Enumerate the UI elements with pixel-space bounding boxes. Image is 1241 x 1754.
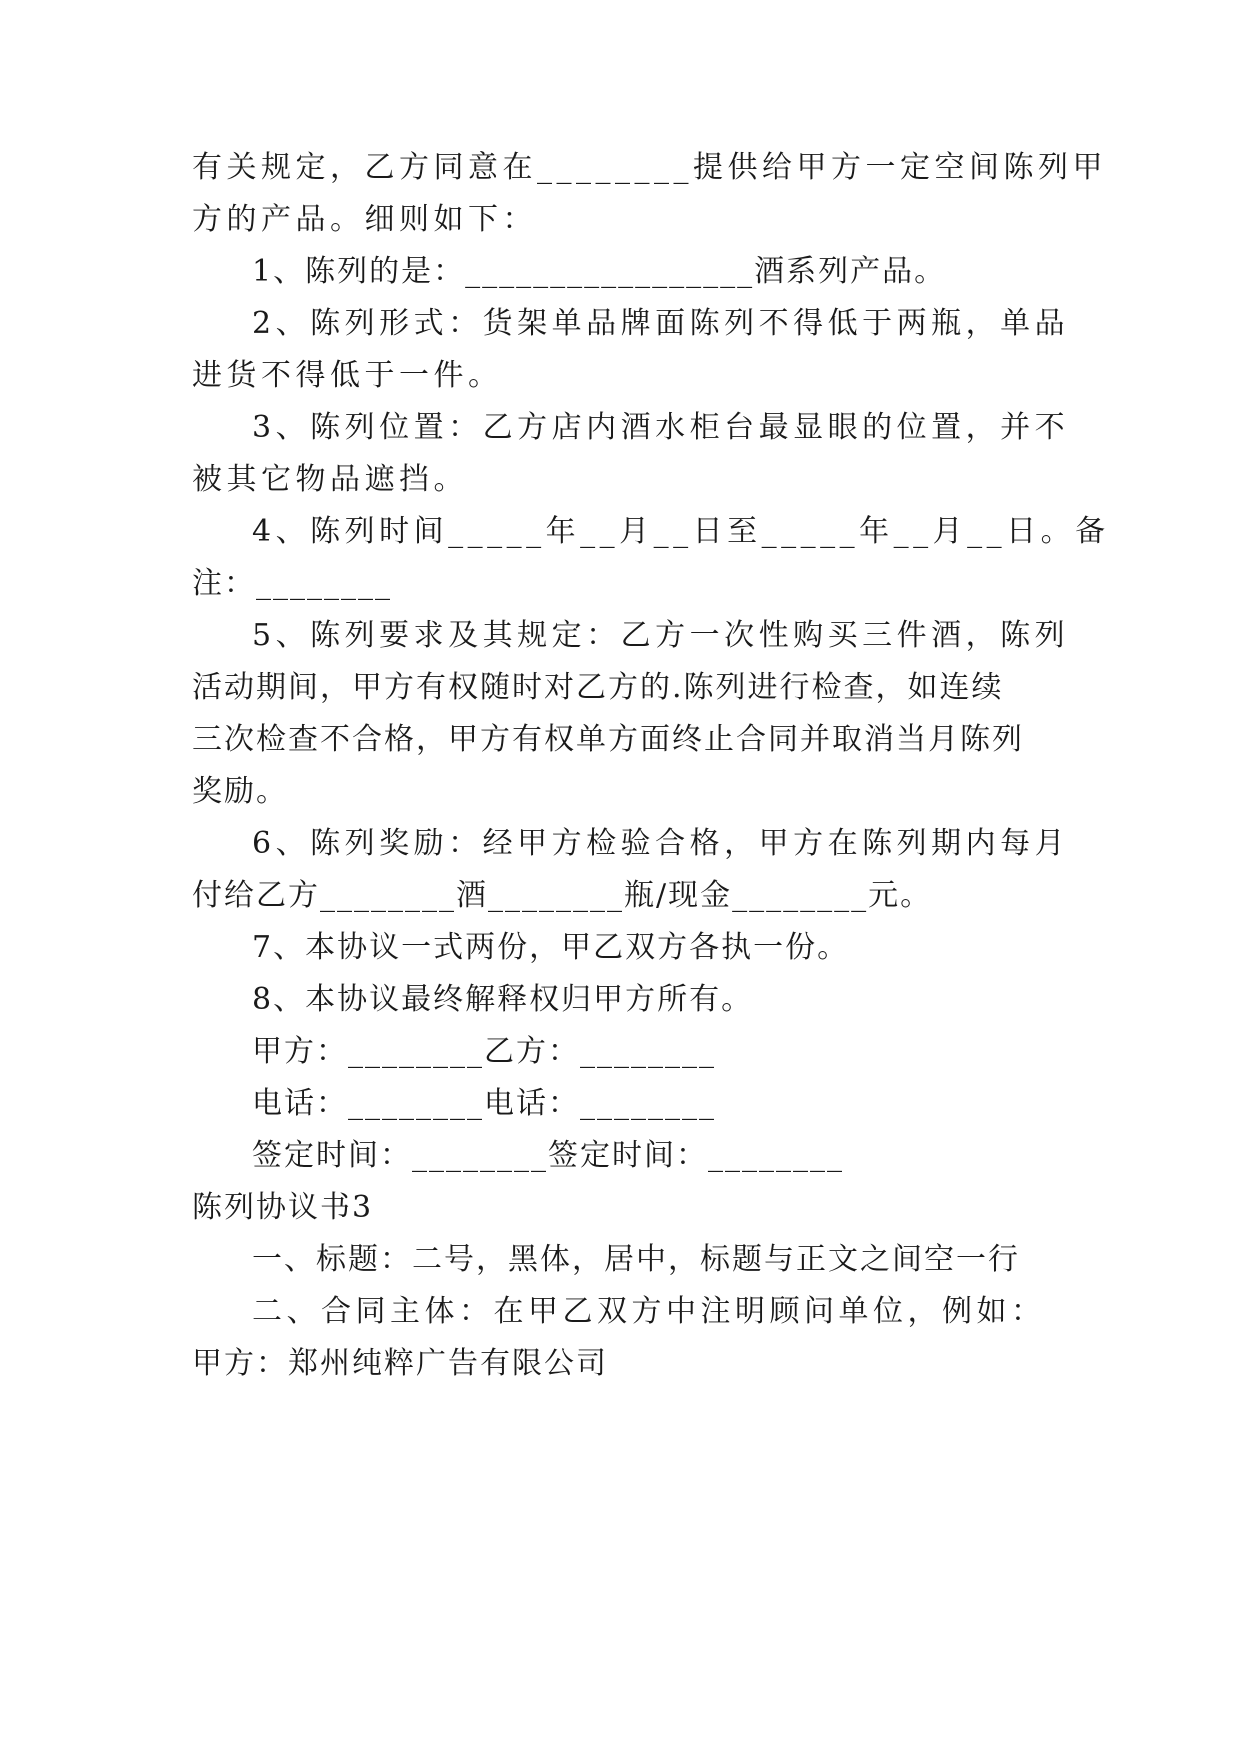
text-line: 6、陈列奖励：经甲方检验合格，甲方在陈列期内每月 <box>252 826 1070 861</box>
text-line: 方的产品。细则如下： <box>192 202 537 237</box>
text-line: 3、陈列位置：乙方店内酒水柜台最显眼的位置，并不 <box>252 410 1070 445</box>
text-line: 有关规定，乙方同意在________提供给甲方一定空间陈列甲 <box>192 150 1107 185</box>
text-line: 进货不得低于一件。 <box>192 358 503 393</box>
text-line: 5、陈列要求及其规定：乙方一次性购买三件酒，陈列 <box>252 618 1070 653</box>
text-line: 8、本协议最终解释权归甲方所有。 <box>252 982 754 1017</box>
signature-date-line: 签定时间：________签定时间：________ <box>252 1138 844 1173</box>
text-line: 1、陈列的是：_________________酒系列产品。 <box>252 254 947 289</box>
text-line: 7、本协议一式两份，甲乙双方各执一份。 <box>252 930 850 965</box>
signature-party-line: 甲方：________乙方：________ <box>252 1034 716 1069</box>
signature-phone-line: 电话：________电话：________ <box>252 1086 716 1121</box>
text-line: 2、陈列形式：货架单品牌面陈列不得低于两瓶，单品 <box>252 306 1070 341</box>
text-line: 被其它物品遮挡。 <box>192 462 468 497</box>
section-title: 陈列协议书3 <box>192 1190 374 1225</box>
text-line: 一、标题：二号，黑体，居中，标题与正文之间空一行 <box>252 1242 1020 1277</box>
text-line: 注：________ <box>192 566 392 601</box>
text-line: 付给乙方________酒________瓶/现金________元。 <box>192 878 933 913</box>
text-line: 二、合同主体：在甲乙双方中注明顾问单位，例如： <box>252 1294 1046 1329</box>
text-line: 奖励。 <box>192 774 288 809</box>
text-line: 活动期间，甲方有权随时对乙方的.陈列进行检查，如连续 <box>192 670 1004 705</box>
text-line: 三次检查不合格，甲方有权单方面终止合同并取消当月陈列 <box>192 722 1024 757</box>
text-line: 4、陈列时间_____年__月__日至_____年__月__日。备 <box>252 514 1110 549</box>
text-line: 甲方：郑州纯粹广告有限公司 <box>192 1346 608 1381</box>
